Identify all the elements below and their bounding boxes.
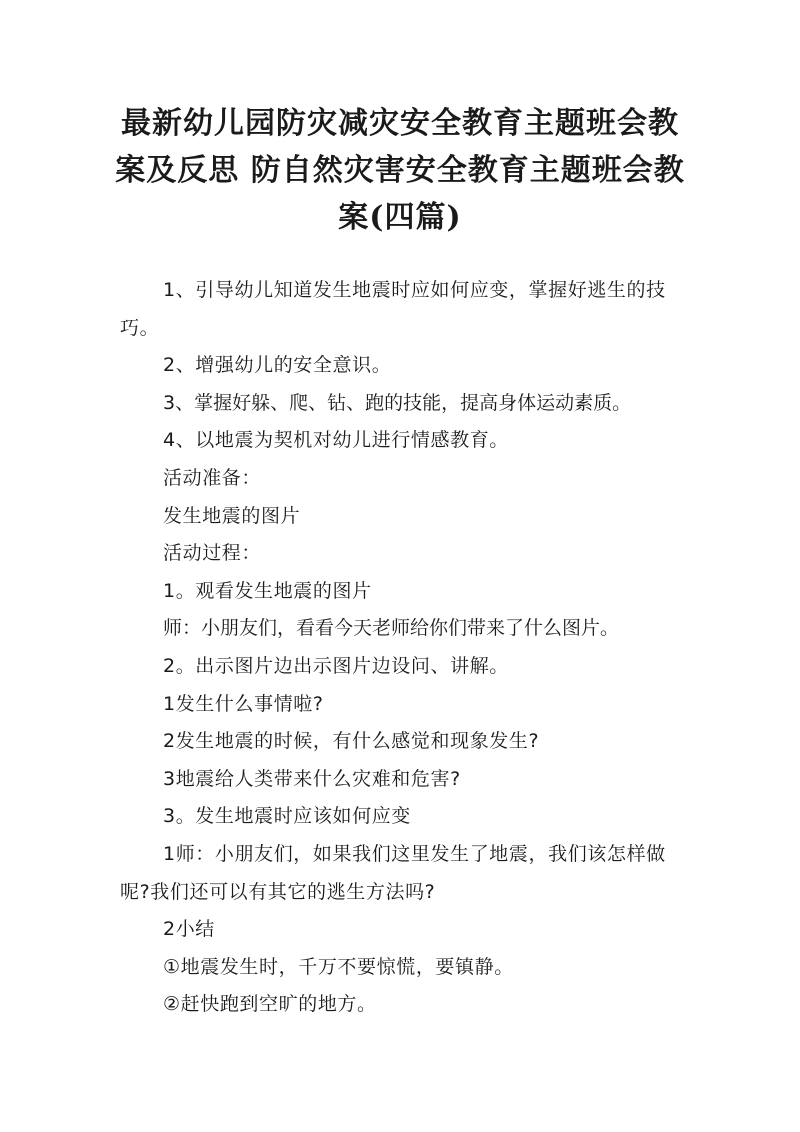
document-body [120, 272, 695, 1024]
paragraph-question-2: 2发生地震的时候，有什么感觉和现象发生? [163, 730, 540, 753]
paragraph-preparation-heading: 活动准备： [163, 466, 262, 489]
paragraph-step-2: 2。出示图片边出示图片边设问、讲解。 [163, 654, 509, 677]
paragraph-summary-point-2: ②赶快跑到空旷的地方。 [163, 993, 377, 1016]
paragraph-step-1: 1。观看发生地震的图片 [163, 579, 372, 602]
paragraph-goal-1: 1、引导幼儿知道发生地震时应如何应变，掌握好逃生的技巧。 [120, 279, 666, 339]
paragraph-preparation: 发生地震的图片 [163, 504, 301, 527]
paragraph-goal-4: 4、以地震为契机对幼儿进行情感教育。 [163, 429, 509, 452]
title-line: 最新幼儿园防灾减灾安全教育主题班会教 [121, 106, 679, 141]
paragraph-teacher-question: 师：小朋友们，看看今天老师给你们带来了什么图片。 [163, 617, 620, 640]
title-line: 案(四篇) [338, 200, 462, 235]
paragraph-summary-point-1: ①地震发生时，千万不要惊慌，要镇静。 [163, 955, 514, 978]
paragraph-process-heading: 活动过程： [163, 542, 262, 565]
paragraph-goal-3: 3、掌握好躲、爬、钻、跑的技能，提高身体运动素质。 [163, 391, 632, 414]
paragraph-question-3: 3地震给人类带来什么灾难和危害? [163, 767, 461, 790]
paragraph-step-3: 3。发生地震时应该如何应变 [163, 805, 411, 828]
title-line: 案及反思 防自然灾害安全教育主题班会教 [115, 153, 685, 188]
paragraph-teacher-prompt: 1师：小朋友们，如果我们这里发生了地震，我们该怎样做呢?我们还可以有其它的逃生方法吗? [120, 842, 666, 903]
paragraph-summary-heading: 2小结 [163, 918, 215, 941]
paragraph-goal-2: 2、增强幼儿的安全意识。 [163, 354, 392, 377]
paragraph-question-1: 1发生什么事情啦? [163, 692, 324, 715]
document-title [110, 100, 690, 241]
